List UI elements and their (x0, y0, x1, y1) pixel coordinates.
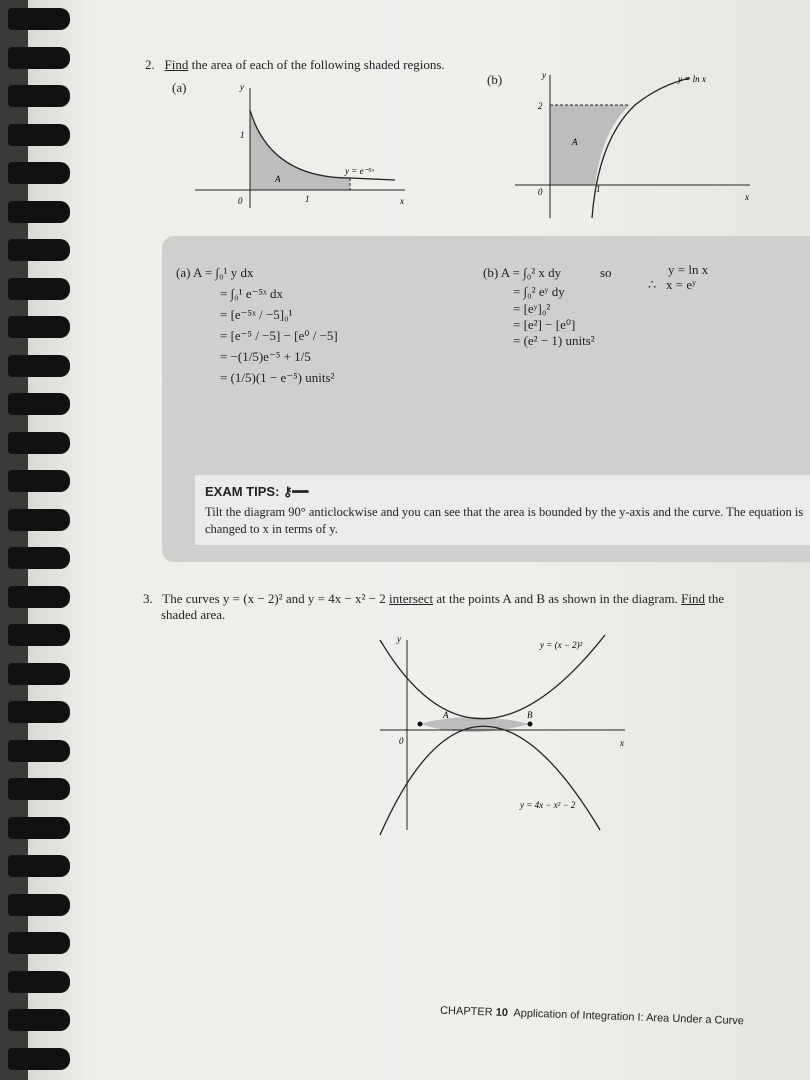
chapter-title: Application of Integration I: Area Under a Curve (513, 1007, 745, 1028)
graph-a (190, 80, 420, 210)
question-number: 3. (143, 591, 153, 606)
binding-coil (8, 586, 70, 608)
binding-coil (8, 124, 70, 146)
step: = (1/5)(1 − e⁻⁵) units² (220, 370, 335, 385)
binding-coil (8, 239, 70, 261)
step: = [e⁻⁵ / −5] − [e⁰ / −5] (220, 328, 338, 343)
exam-tips-text: Tilt the diagram 90° anticlockwise and you can see that the area is bounded by the y-axis and the curve. The equation is changed to x in terms of y. (205, 505, 804, 536)
step: = ∫₀² eʸ dy (513, 284, 565, 299)
step: = −(1/5)e⁻⁵ + 1/5 (220, 349, 311, 364)
curve-label: y = e⁻⁵ˣ (345, 166, 374, 176)
origin: 0 (399, 736, 404, 746)
question-3 (143, 591, 803, 623)
solution-b (483, 262, 595, 349)
x-label: x (400, 196, 404, 206)
binding-coil (8, 162, 70, 184)
binding-coil (8, 855, 70, 877)
binding-coil (8, 1009, 70, 1031)
binding-coil (8, 547, 70, 569)
graph-b (510, 70, 760, 220)
binding-coil (8, 701, 70, 723)
chapter-label: CHAPTER (439, 1004, 493, 1019)
shaded-region-b (550, 105, 630, 185)
eq: y = ln x (668, 262, 709, 277)
graph-q3 (375, 630, 645, 840)
exam-tips-box (195, 475, 810, 545)
tick-1-x: 1 (305, 194, 310, 204)
binding-coil (8, 316, 70, 338)
therefore: ∴ (648, 277, 657, 292)
origin: 0 (538, 187, 543, 197)
curve-label: y = ln x (678, 74, 706, 84)
part-a-label: (a) (172, 80, 187, 95)
binding-coil (8, 432, 70, 454)
so-note (600, 262, 612, 283)
text: at the points A and B as shown in the diagram. (433, 591, 682, 606)
origin: 0 (238, 196, 243, 206)
part-b-label: (b) (487, 72, 503, 87)
tick-2: 2 (538, 101, 543, 111)
step: = ∫₀¹ e⁻⁵ˣ dx (220, 286, 283, 301)
curve-1-label: y = (x − 2)² (540, 640, 583, 650)
y-label: y (397, 634, 401, 644)
point-b: B (527, 710, 533, 720)
binding-coil (8, 355, 70, 377)
question-number: 2. (145, 57, 155, 72)
step: = [e⁻⁵ˣ / −5]₀¹ (220, 307, 293, 322)
binding-coil (8, 47, 70, 69)
binding-coil (8, 971, 70, 993)
binding-coil (8, 894, 70, 916)
binding-coil (8, 624, 70, 646)
so: so (600, 265, 612, 280)
key-icon: ⚷━━ (283, 484, 309, 499)
step: = (e² − 1) units² (513, 333, 595, 348)
point-a: A (443, 710, 449, 720)
y-label: y (542, 70, 546, 80)
binding-coil (8, 932, 70, 954)
text: Find (681, 591, 705, 606)
text: the (705, 591, 725, 606)
binding-coil (8, 509, 70, 531)
step: (b) A = ∫₀² x dy (483, 265, 562, 280)
binding-coil (8, 817, 70, 839)
find-word: Find (164, 57, 189, 72)
binding-coil (8, 778, 70, 800)
y-label: y (240, 82, 244, 92)
eq: x = eʸ (666, 277, 696, 292)
so-equations (648, 262, 708, 292)
binding-coil (8, 663, 70, 685)
binding-coil (8, 470, 70, 492)
binding-coil (8, 393, 70, 415)
step: (a) A = ∫₀¹ y dx (176, 265, 254, 280)
area-label: A (572, 137, 578, 147)
binding-coil (8, 201, 70, 223)
text: shaded area. (161, 607, 226, 622)
tick-1: 1 (240, 130, 245, 140)
step: = [e²] − [e⁰] (513, 317, 576, 332)
step: = [eʸ]₀² (513, 301, 551, 316)
binding-coil (8, 1048, 70, 1070)
curve-2-label: y = 4x − x² − 2 (520, 800, 576, 810)
chapter-number: 10 (495, 1006, 509, 1020)
solution-a (176, 262, 338, 388)
text: The curves y = (x − 2)² and y = 4x − x² − 2 (162, 591, 390, 606)
question-2-heading (145, 57, 445, 73)
curve-b (592, 78, 690, 218)
tick-1: 1 (596, 184, 601, 194)
x-label: x (620, 738, 624, 748)
text: intersect (389, 591, 434, 606)
binding-coil (8, 85, 70, 107)
x-label: x (745, 192, 749, 202)
binding-coil (8, 278, 70, 300)
binding-coil (8, 740, 70, 762)
question-text: the area of each of the following shaded regions. (188, 57, 445, 72)
exam-tips-title: EXAM TIPS: (205, 484, 280, 499)
curve-2 (380, 726, 600, 835)
binding-coil (8, 8, 70, 30)
area-label: A (275, 174, 281, 184)
